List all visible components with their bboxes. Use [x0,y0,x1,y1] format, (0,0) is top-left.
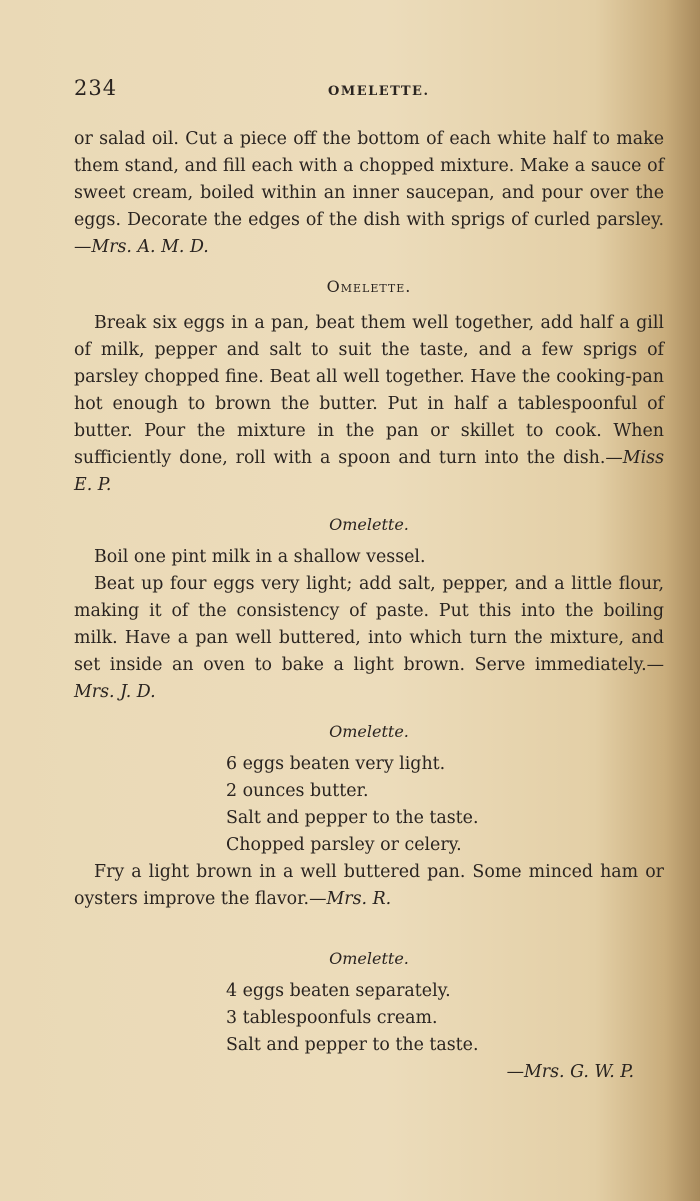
ingredient-item: Salt and pepper to the taste. [226,1035,479,1055]
ingredient-item: Chopped parsley or celery. [226,835,462,855]
recipe2-text: Beat up four eggs very light; add salt, pepper, and a little flour, making it of the consistency of paste. Put this into the boiling milk. Have a pan well buttered, into which turn the mixture, and set inside an oven to bake a light brown. Serve immediately.— [74,574,664,675]
recipe1-heading: Omelette. [326,277,412,296]
recipe2-paragraph-2 [74,571,664,706]
ingredient-item: 2 ounces butter. [226,781,369,801]
running-head: OMELETTE. [328,84,430,99]
recipe4-heading: Omelette. [329,949,409,968]
recipe2-heading: Omelette. [329,515,409,534]
page-body [74,126,664,1086]
ingredient-item: Salt and pepper to the taste. [226,808,479,828]
recipe1-paragraph [74,310,664,499]
section-spacer [74,913,664,933]
recipe3-text: Fry a light brown in a well buttered pan. Some minced ham or oysters improve the flavor.— [74,862,664,909]
ingredient-item: 4 eggs beaten separately. [226,981,451,1001]
ingredient-item: 6 eggs beaten very light. [226,754,446,774]
intro-signature: Mrs. A. M. D. [91,237,209,257]
recipe2-paragraph-1: Boil one pint milk in a shallow vessel. [94,547,426,567]
recipe1-text: Break six eggs in a pan, beat them well together, add half a gill of milk, pepper and salt to suit the taste, and a few sprigs of parsley chopped fine. Beat all well together. Have the cooking-pan hot enough to brown the butter. Put in half a tablespoonful of butter. Pour the mixture in the pan or skillet to cook. When sufficiently done, roll with a spoon and turn into the dish.— [74,313,664,468]
recipe4-signature: —Mrs. G. W. P. [506,1062,634,1082]
ingredient-item: 3 tablespoonfuls cream. [226,1008,438,1028]
page-header [74,76,664,106]
recipe2-signature: Mrs. J. D. [74,682,156,702]
intro-text: or salad oil. Cut a piece off the bottom of each white half to make them stand, and fill each with a chopped mixture. Make a sauce of sweet cream, boiled within an inner saucepan, and pour over the eggs. Decorate the edges of the dish with sprigs of curled parsley.— [74,129,664,257]
recipe1-signature: Miss E. P. [74,448,664,495]
recipe3-paragraph [74,859,664,913]
intro-paragraph [74,126,664,261]
recipe4-ingredients [74,978,664,1059]
recipe3-signature: Mrs. R. [326,889,392,909]
recipe3-heading: Omelette. [329,722,409,741]
recipe3-ingredients [74,751,664,859]
page-number: 234 [74,76,118,100]
